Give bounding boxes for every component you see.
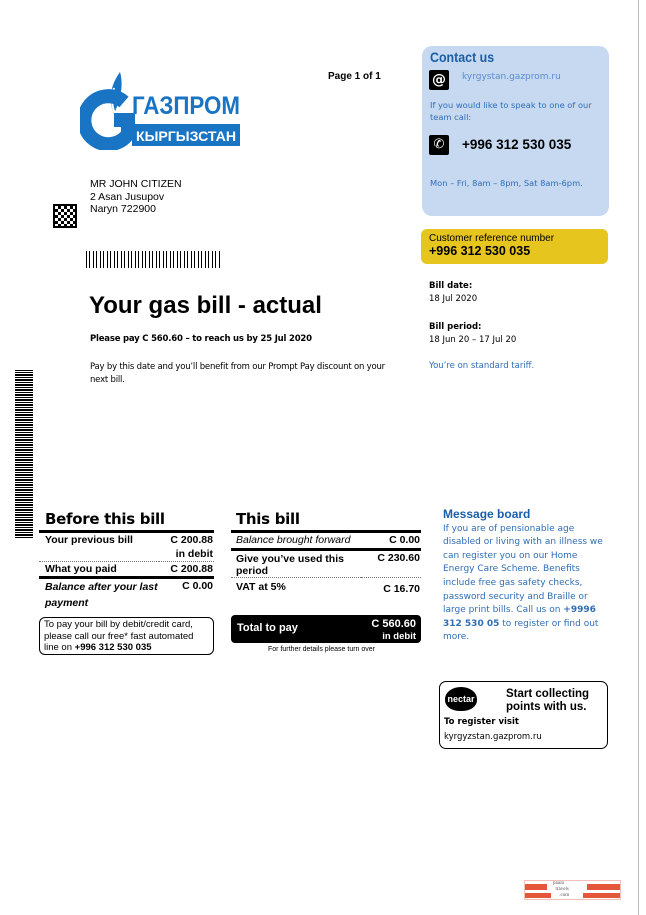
row-label: Give you’ve used this period (231, 550, 361, 578)
bill-period-value: 18 Jun 20 – 17 Jul 20 (429, 335, 517, 345)
pay-card-text: To pay your bill by debit/credit card, please call our free* fast automated line on (44, 619, 194, 653)
watermark (524, 880, 621, 900)
bill-period (429, 321, 516, 347)
address-block (90, 178, 182, 216)
qr-code (53, 204, 77, 228)
total-label: Total to pay (237, 622, 298, 634)
svg-text:КЫРГЫЗСТАН: КЫРГЫЗСТАН (136, 128, 236, 144)
pay-by-card-note (39, 617, 214, 655)
contact-speak-text: If you would like to speak to one of our team call: (430, 100, 592, 122)
address-city: Naryn 722900 (90, 203, 156, 215)
customer-reference (421, 229, 608, 264)
row-value: C 16.70 (361, 578, 421, 597)
row-value: C 0.00 (159, 578, 214, 612)
message-tail: to register or find out more. (443, 618, 599, 643)
address-street: 2 Asan Jusupov (90, 190, 165, 203)
phone-icon: ✆ (429, 135, 449, 155)
bill-title: Your gas bill - actual (89, 292, 322, 319)
this-bill-heading: This bill (236, 510, 300, 528)
row-value: C 230.60 (361, 550, 421, 578)
reference-value: +996 312 530 035 (429, 244, 531, 258)
nectar-url-link[interactable]: kyrgyzstan.gazprom.ru (444, 732, 542, 742)
row-label: Your previous bill (39, 532, 159, 562)
contact-hours: Mon – Fri, 8am – 8pm, Sat 8am-6pm. (430, 178, 583, 188)
contact-website-link[interactable]: kyrgystan.gazprom.ru (462, 72, 561, 82)
before-heading: Before this bill (45, 510, 165, 528)
row-label: Balance after your last payment (39, 578, 159, 612)
reference-label: Customer reference number (429, 233, 555, 244)
address-name: MR JOHN CITIZEN (90, 178, 182, 190)
gazprom-logo (80, 68, 245, 150)
message-board (443, 508, 608, 645)
please-pay: Please pay C 560.60 – to reach us by 25 Jul 2020 (90, 334, 312, 344)
wm-line2: travels (555, 887, 569, 892)
row-label: VAT at 5% (231, 578, 361, 597)
pay-card-phone: +996 312 530 035 (74, 642, 152, 653)
message-text: If you are of pensionable age disabled or living with an illness we can register you on our Home Energy Care Scheme. Benefits include free gas safety checks, password security and Braille or large print bills. Call us on (443, 523, 603, 616)
message-board-title: Message board (443, 507, 531, 521)
row-value: C 200.88 (170, 534, 213, 546)
row-value: C 0.00 (361, 532, 421, 550)
svg-text:ГАЗПРОМ: ГАЗПРОМ (132, 92, 240, 120)
wm-line1: paulo (553, 881, 565, 886)
pay-by-note: Pay by this date and you’ll benefit from our Prompt Pay discount on your next bill. (90, 362, 385, 385)
bill-date (429, 280, 477, 306)
turn-over-note: For further details please turn over (268, 646, 375, 653)
vertical-barcode (15, 370, 33, 538)
tariff-note: You’re on standard tariff. (429, 361, 535, 371)
contact-title: Contact us (430, 50, 495, 65)
total-to-pay (231, 615, 421, 643)
total-value (371, 618, 416, 643)
page-edge (638, 0, 639, 915)
contact-panel (422, 46, 609, 216)
wm-line3: .com (559, 893, 570, 898)
watermark-text (553, 881, 569, 899)
total-amount: C 560.60 (371, 618, 416, 630)
bill-date-label: Bill date: (429, 281, 473, 291)
page-number: Page 1 of 1 (328, 71, 381, 82)
postal-barcode (86, 251, 221, 268)
row-value: C 200.88 (159, 562, 214, 578)
nectar-headline: Start collecting points with us. (506, 688, 590, 713)
nectar-logo: nectar (445, 687, 477, 711)
bill-period-label: Bill period: (429, 322, 482, 332)
nectar-promo (439, 681, 608, 749)
message-phone: +9996 312 530 05 (443, 605, 596, 629)
row-label: Balance brought forward (231, 532, 361, 550)
this-bill (231, 510, 421, 596)
bill-date-value: 18 Jul 2020 (429, 294, 478, 304)
row-sub: in debit (175, 548, 213, 560)
total-sub: in debit (382, 631, 416, 642)
nectar-register: To register visit (444, 717, 519, 727)
row-label: What you paid (39, 562, 159, 578)
before-this-bill (39, 510, 214, 611)
contact-phone: +996 312 530 035 (462, 137, 572, 152)
at-icon: @ (429, 70, 449, 90)
